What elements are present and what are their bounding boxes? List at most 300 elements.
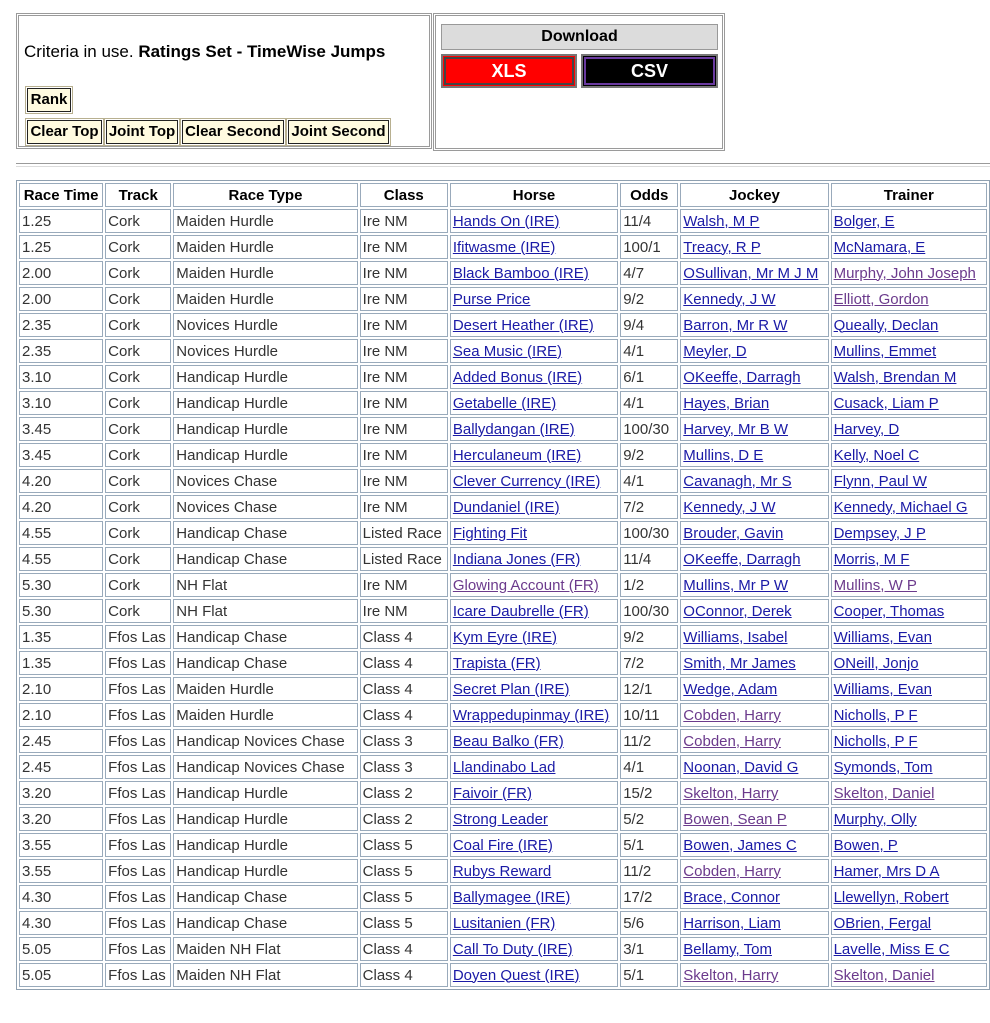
cell-class: Ire NM — [360, 573, 448, 597]
table-row — [19, 443, 987, 467]
cell-trainer — [831, 521, 987, 545]
cell-jockey — [680, 859, 828, 883]
cell-trainer — [831, 755, 987, 779]
table-row — [19, 885, 987, 909]
jockey-link[interactable]: OSullivan, Mr M J M — [683, 264, 819, 282]
table-header-row — [19, 183, 987, 207]
cell-track: Cork — [105, 417, 171, 441]
jockey-link[interactable]: Skelton, Harry — [683, 784, 779, 802]
horse-link[interactable]: Getabelle (IRE) — [452, 394, 557, 412]
jockey-link[interactable]: Bellamy, Tom — [683, 940, 772, 958]
trainer-link[interactable]: OBrien, Fergal — [833, 914, 932, 932]
cell-trainer — [831, 391, 987, 415]
table-row — [19, 313, 987, 337]
horse-link[interactable]: Black Bamboo (IRE) — [452, 264, 589, 282]
cell-trainer — [831, 365, 987, 389]
cell-jockey — [680, 599, 828, 623]
trainer-link[interactable]: Mullins, Emmet — [833, 342, 937, 360]
cell-track: Ffos Las — [105, 937, 171, 961]
joint-top-button[interactable]: Joint Top — [106, 120, 178, 144]
cell-class: Class 3 — [360, 755, 448, 779]
cell-horse — [450, 729, 618, 753]
cell-race-type: Novices Hurdle — [173, 313, 357, 337]
cell-jockey — [680, 911, 828, 935]
download-panel — [433, 13, 725, 151]
cell-horse — [450, 911, 618, 935]
horse-link[interactable]: Icare Daubrelle (FR) — [452, 602, 589, 620]
cell-jockey — [680, 495, 828, 519]
jockey-link[interactable]: Williams, Isabel — [683, 628, 788, 646]
cell-race-time: 5.30 — [19, 573, 103, 597]
trainer-link[interactable]: Nicholls, P F — [833, 732, 918, 750]
horse-link[interactable]: Ballydangan (IRE) — [452, 420, 575, 438]
table-row — [19, 833, 987, 857]
jockey-link[interactable]: Harvey, Mr B W — [683, 420, 789, 438]
cell-horse — [450, 235, 618, 259]
table-row — [19, 937, 987, 961]
jockey-link[interactable]: Mullins, D E — [683, 446, 764, 464]
cell-jockey — [680, 677, 828, 701]
cell-trainer — [831, 313, 987, 337]
cell-track: Ffos Las — [105, 703, 171, 727]
table-row — [19, 703, 987, 727]
trainer-link[interactable]: Symonds, Tom — [833, 758, 933, 776]
jockey-link[interactable]: Barron, Mr R W — [683, 316, 788, 334]
cell-track: Cork — [105, 599, 171, 623]
cell-class: Class 4 — [360, 703, 448, 727]
cell-odds: 4/1 — [620, 755, 678, 779]
cell-trainer — [831, 443, 987, 467]
cell-odds: 5/2 — [620, 807, 678, 831]
cell-trainer — [831, 911, 987, 935]
horse-link[interactable]: Beau Balko (FR) — [452, 732, 564, 750]
cell-horse — [450, 469, 618, 493]
horse-link[interactable]: Glowing Account (FR) — [452, 576, 599, 594]
cell-trainer — [831, 651, 987, 675]
download-heading: Download — [441, 24, 718, 50]
horse-link[interactable]: Clever Currency (IRE) — [452, 472, 601, 490]
cell-trainer — [831, 469, 987, 493]
cell-track: Cork — [105, 313, 171, 337]
trainer-link[interactable]: Llewellyn, Robert — [833, 888, 949, 906]
cell-trainer — [831, 495, 987, 519]
cell-race-type: Handicap Chase — [173, 521, 357, 545]
cell-race-time: 5.05 — [19, 963, 103, 987]
trainer-link[interactable]: Kennedy, Michael G — [833, 498, 968, 516]
horse-link[interactable]: Sea Music (IRE) — [452, 342, 563, 360]
trainer-link[interactable]: Bowen, P — [833, 836, 898, 854]
cell-odds: 3/1 — [620, 937, 678, 961]
cell-odds: 9/2 — [620, 625, 678, 649]
cell-jockey — [680, 937, 828, 961]
trainer-link[interactable]: Williams, Evan — [833, 680, 932, 698]
cell-jockey — [680, 313, 828, 337]
cell-race-type: Handicap Chase — [173, 651, 357, 675]
cell-track: Ffos Las — [105, 833, 171, 857]
cell-horse — [450, 339, 618, 363]
clear-top-button[interactable]: Clear Top — [27, 120, 102, 144]
column-header-horse[interactable]: Horse — [450, 183, 618, 207]
jockey-link[interactable]: Brace, Connor — [683, 888, 781, 906]
cell-track: Ffos Las — [105, 911, 171, 935]
horse-link[interactable]: Trapista (FR) — [452, 654, 541, 672]
jockey-link[interactable]: Treacy, R P — [683, 238, 761, 256]
cell-odds: 11/2 — [620, 859, 678, 883]
cell-trainer — [831, 963, 987, 987]
cell-class: Ire NM — [360, 599, 448, 623]
trainer-link[interactable]: Cooper, Thomas — [833, 602, 945, 620]
cell-horse — [450, 963, 618, 987]
cell-odds: 4/7 — [620, 261, 678, 285]
column-header-track[interactable]: Track — [105, 183, 171, 207]
cell-track: Cork — [105, 209, 171, 233]
horse-link[interactable]: Hands On (IRE) — [452, 212, 560, 230]
cell-track: Cork — [105, 339, 171, 363]
trainer-link[interactable]: Dempsey, J P — [833, 524, 926, 542]
horse-link[interactable]: Purse Price — [452, 290, 531, 308]
trainer-link[interactable]: Murphy, John Joseph — [833, 264, 976, 282]
jockey-link[interactable]: OKeeffe, Darragh — [683, 368, 801, 386]
column-header-race-time[interactable]: Race Time — [19, 183, 103, 207]
table-row — [19, 729, 987, 753]
cell-odds: 5/6 — [620, 911, 678, 935]
cell-class: Class 4 — [360, 677, 448, 701]
cell-jockey — [680, 651, 828, 675]
cell-jockey — [680, 833, 828, 857]
cell-horse — [450, 495, 618, 519]
cell-class: Ire NM — [360, 469, 448, 493]
cell-race-type: Handicap Chase — [173, 885, 357, 909]
cell-class: Ire NM — [360, 417, 448, 441]
jockey-link[interactable]: Harrison, Liam — [683, 914, 781, 932]
cell-race-time: 5.05 — [19, 937, 103, 961]
trainer-link[interactable]: Hamer, Mrs D A — [833, 862, 940, 880]
cell-race-type: Maiden Hurdle — [173, 261, 357, 285]
cell-race-time: 3.55 — [19, 833, 103, 857]
cell-odds: 9/2 — [620, 287, 678, 311]
trainer-link[interactable]: Kelly, Noel C — [833, 446, 920, 464]
cell-class: Class 4 — [360, 963, 448, 987]
cell-race-type: Handicap Chase — [173, 625, 357, 649]
criteria-text — [24, 42, 385, 62]
cell-race-time: 2.00 — [19, 261, 103, 285]
cell-jockey — [680, 963, 828, 987]
jockey-link[interactable]: Skelton, Harry — [683, 966, 779, 984]
trainer-link[interactable]: Lavelle, Miss E C — [833, 940, 950, 958]
horse-link[interactable]: Doyen Quest (IRE) — [452, 966, 580, 984]
jockey-link[interactable]: Brouder, Gavin — [683, 524, 784, 542]
column-header-trainer[interactable]: Trainer — [831, 183, 987, 207]
download-xls-button[interactable]: XLS — [441, 54, 577, 88]
cell-jockey — [680, 443, 828, 467]
cell-class: Class 2 — [360, 807, 448, 831]
jockey-link[interactable]: Cobden, Harry — [683, 706, 781, 724]
trainer-link[interactable]: Mullins, W P — [833, 576, 917, 594]
cell-track: Ffos Las — [105, 625, 171, 649]
horse-link[interactable]: Secret Plan (IRE) — [452, 680, 570, 698]
cell-trainer — [831, 287, 987, 311]
trainer-link[interactable]: Murphy, Olly — [833, 810, 917, 828]
cell-odds: 9/4 — [620, 313, 678, 337]
table-row — [19, 807, 987, 831]
cell-race-time: 4.30 — [19, 911, 103, 935]
cell-race-type: Handicap Hurdle — [173, 391, 357, 415]
cell-track: Ffos Las — [105, 807, 171, 831]
cell-class: Ire NM — [360, 365, 448, 389]
jockey-link[interactable]: Bowen, James C — [683, 836, 797, 854]
trainer-link[interactable]: McNamara, E — [833, 238, 926, 256]
cell-class: Ire NM — [360, 339, 448, 363]
cell-race-time: 4.55 — [19, 521, 103, 545]
column-header-class[interactable]: Class — [360, 183, 448, 207]
cell-horse — [450, 573, 618, 597]
cell-class: Ire NM — [360, 287, 448, 311]
cell-odds: 5/1 — [620, 833, 678, 857]
cell-race-time: 1.35 — [19, 651, 103, 675]
cell-horse — [450, 781, 618, 805]
trainer-link[interactable]: Skelton, Daniel — [833, 784, 935, 802]
cell-trainer — [831, 703, 987, 727]
horse-link[interactable]: Strong Leader — [452, 810, 548, 828]
cell-race-type: Maiden Hurdle — [173, 677, 357, 701]
jockey-link[interactable]: Cavanagh, Mr S — [683, 472, 792, 490]
table-row — [19, 235, 987, 259]
horse-link[interactable]: Kym Eyre (IRE) — [452, 628, 558, 646]
cell-race-time: 3.45 — [19, 443, 103, 467]
jockey-link[interactable]: Cobden, Harry — [683, 862, 781, 880]
cell-race-type: Novices Chase — [173, 469, 357, 493]
cell-odds: 100/1 — [620, 235, 678, 259]
trainer-link[interactable]: Morris, M F — [833, 550, 910, 568]
cell-class: Class 2 — [360, 781, 448, 805]
jockey-link[interactable]: Kennedy, J W — [683, 498, 776, 516]
cell-class: Class 4 — [360, 625, 448, 649]
cell-class: Class 5 — [360, 885, 448, 909]
cell-jockey — [680, 625, 828, 649]
cell-race-time: 2.45 — [19, 755, 103, 779]
cell-odds: 12/1 — [620, 677, 678, 701]
trainer-link[interactable]: Elliott, Gordon — [833, 290, 929, 308]
cell-race-type: Handicap Chase — [173, 911, 357, 935]
jockey-link[interactable]: OConnor, Derek — [683, 602, 792, 620]
ratings-set-label: Ratings Set - TimeWise Jumps — [138, 42, 386, 61]
cell-jockey — [680, 547, 828, 571]
cell-track: Cork — [105, 521, 171, 545]
cell-trainer — [831, 937, 987, 961]
cell-odds: 100/30 — [620, 599, 678, 623]
horse-link[interactable]: Rubys Reward — [452, 862, 552, 880]
cell-track: Ffos Las — [105, 677, 171, 701]
jockey-link[interactable]: Walsh, M P — [683, 212, 760, 230]
cell-track: Ffos Las — [105, 963, 171, 987]
cell-track: Ffos Las — [105, 885, 171, 909]
cell-race-time: 3.20 — [19, 807, 103, 831]
cell-race-time: 4.55 — [19, 547, 103, 571]
cell-jockey — [680, 391, 828, 415]
horse-link[interactable]: Herculaneum (IRE) — [452, 446, 582, 464]
trainer-link[interactable]: Flynn, Paul W — [833, 472, 927, 490]
horse-link[interactable]: Faivoir (FR) — [452, 784, 533, 802]
column-header-jockey[interactable]: Jockey — [680, 183, 828, 207]
cell-jockey — [680, 417, 828, 441]
table-row — [19, 469, 987, 493]
table-row — [19, 625, 987, 649]
table-row — [19, 755, 987, 779]
table-row — [19, 547, 987, 571]
trainer-link[interactable]: Queally, Declan — [833, 316, 939, 334]
cell-race-time: 4.20 — [19, 469, 103, 493]
cell-jockey — [680, 209, 828, 233]
cell-trainer — [831, 885, 987, 909]
cell-odds: 4/1 — [620, 391, 678, 415]
cell-class: Ire NM — [360, 313, 448, 337]
trainer-link[interactable]: Harvey, D — [833, 420, 900, 438]
cell-class: Listed Race — [360, 521, 448, 545]
cell-race-type: Handicap Novices Chase — [173, 755, 357, 779]
cell-horse — [450, 521, 618, 545]
cell-odds: 15/2 — [620, 781, 678, 805]
jockey-link[interactable]: OKeeffe, Darragh — [683, 550, 801, 568]
jockey-link[interactable]: Wedge, Adam — [683, 680, 778, 698]
cell-odds: 4/1 — [620, 469, 678, 493]
cell-trainer — [831, 261, 987, 285]
table-row — [19, 651, 987, 675]
cell-trainer — [831, 235, 987, 259]
horse-link[interactable]: Ifitwasme (IRE) — [452, 238, 556, 256]
table-row — [19, 521, 987, 545]
cell-class: Class 3 — [360, 729, 448, 753]
rank-button[interactable]: Rank — [27, 88, 71, 112]
horse-link[interactable]: Lusitanien (FR) — [452, 914, 556, 932]
horse-link[interactable]: Coal Fire (IRE) — [452, 836, 553, 854]
cell-race-time: 3.10 — [19, 365, 103, 389]
cell-class: Ire NM — [360, 261, 448, 285]
clear-second-button[interactable]: Clear Second — [182, 120, 284, 144]
cell-race-type: Handicap Chase — [173, 547, 357, 571]
trainer-link[interactable]: Walsh, Brendan M — [833, 368, 957, 386]
cell-race-time: 2.00 — [19, 287, 103, 311]
table-row — [19, 417, 987, 441]
cell-odds: 10/11 — [620, 703, 678, 727]
cell-trainer — [831, 781, 987, 805]
horse-link[interactable]: Added Bonus (IRE) — [452, 368, 583, 386]
cell-race-type: Handicap Hurdle — [173, 443, 357, 467]
cell-track: Cork — [105, 287, 171, 311]
jockey-link[interactable]: Bowen, Sean P — [683, 810, 787, 828]
cell-class: Ire NM — [360, 235, 448, 259]
trainer-link[interactable]: Cusack, Liam P — [833, 394, 939, 412]
table-row — [19, 781, 987, 805]
trainer-link[interactable]: Skelton, Daniel — [833, 966, 935, 984]
horse-link[interactable]: Desert Heather (IRE) — [452, 316, 594, 334]
jockey-link[interactable]: Noonan, David G — [683, 758, 799, 776]
cell-race-time: 2.10 — [19, 677, 103, 701]
cell-race-type: Maiden Hurdle — [173, 287, 357, 311]
cell-class: Class 4 — [360, 937, 448, 961]
cell-track: Cork — [105, 235, 171, 259]
cell-jockey — [680, 703, 828, 727]
trainer-link[interactable]: Williams, Evan — [833, 628, 932, 646]
table-row — [19, 677, 987, 701]
horse-link[interactable]: Call To Duty (IRE) — [452, 940, 573, 958]
horse-link[interactable]: Llandinabo Lad — [452, 758, 556, 776]
table-row — [19, 339, 987, 363]
cell-track: Cork — [105, 469, 171, 493]
cell-trainer — [831, 339, 987, 363]
cell-race-type: Novices Hurdle — [173, 339, 357, 363]
cell-jockey — [680, 339, 828, 363]
cell-race-type: Handicap Hurdle — [173, 417, 357, 441]
table-row — [19, 209, 987, 233]
table-row — [19, 573, 987, 597]
cell-track: Ffos Las — [105, 859, 171, 883]
cell-horse — [450, 417, 618, 441]
cell-jockey — [680, 729, 828, 753]
cell-horse — [450, 807, 618, 831]
download-csv-button[interactable]: CSV — [581, 54, 718, 88]
cell-horse — [450, 859, 618, 883]
horse-link[interactable]: Dundaniel (IRE) — [452, 498, 560, 516]
cell-race-time: 4.30 — [19, 885, 103, 909]
cell-class: Ire NM — [360, 391, 448, 415]
cell-race-type: Handicap Hurdle — [173, 807, 357, 831]
trainer-link[interactable]: ONeill, Jonjo — [833, 654, 919, 672]
cell-race-type: NH Flat — [173, 573, 357, 597]
cell-race-type: Novices Chase — [173, 495, 357, 519]
cell-race-time: 3.10 — [19, 391, 103, 415]
horse-link[interactable]: Wrappedupinmay (IRE) — [452, 706, 610, 724]
jockey-link[interactable]: Kennedy, J W — [683, 290, 776, 308]
cell-track: Cork — [105, 443, 171, 467]
cell-jockey — [680, 885, 828, 909]
cell-odds: 9/2 — [620, 443, 678, 467]
column-header-race-type[interactable]: Race Type — [173, 183, 357, 207]
cell-odds: 5/1 — [620, 963, 678, 987]
cell-odds: 100/30 — [620, 521, 678, 545]
section-divider — [16, 163, 990, 167]
table-row — [19, 859, 987, 883]
cell-jockey — [680, 261, 828, 285]
trainer-link[interactable]: Bolger, E — [833, 212, 895, 230]
trainer-link[interactable]: Nicholls, P F — [833, 706, 918, 724]
horse-link[interactable]: Ballymagee (IRE) — [452, 888, 571, 906]
column-header-odds[interactable]: Odds — [620, 183, 678, 207]
cell-horse — [450, 599, 618, 623]
cell-trainer — [831, 859, 987, 883]
cell-horse — [450, 547, 618, 571]
jockey-link[interactable]: Smith, Mr James — [683, 654, 796, 672]
jockey-link[interactable]: Hayes, Brian — [683, 394, 770, 412]
cell-track: Ffos Las — [105, 729, 171, 753]
cell-horse — [450, 651, 618, 675]
cell-horse — [450, 209, 618, 233]
horse-link[interactable]: Fighting Fit — [452, 524, 528, 542]
cell-track: Ffos Las — [105, 781, 171, 805]
joint-second-button[interactable]: Joint Second — [288, 120, 389, 144]
cell-class: Class 5 — [360, 833, 448, 857]
cell-odds: 7/2 — [620, 651, 678, 675]
horse-link[interactable]: Indiana Jones (FR) — [452, 550, 581, 568]
cell-race-type: Maiden NH Flat — [173, 937, 357, 961]
cell-race-type: Maiden Hurdle — [173, 209, 357, 233]
cell-race-type: Handicap Hurdle — [173, 833, 357, 857]
table-row — [19, 391, 987, 415]
cell-horse — [450, 313, 618, 337]
jockey-link[interactable]: Cobden, Harry — [683, 732, 781, 750]
jockey-link[interactable]: Mullins, Mr P W — [683, 576, 789, 594]
table-body — [19, 209, 987, 987]
jockey-link[interactable]: Meyler, D — [683, 342, 747, 360]
